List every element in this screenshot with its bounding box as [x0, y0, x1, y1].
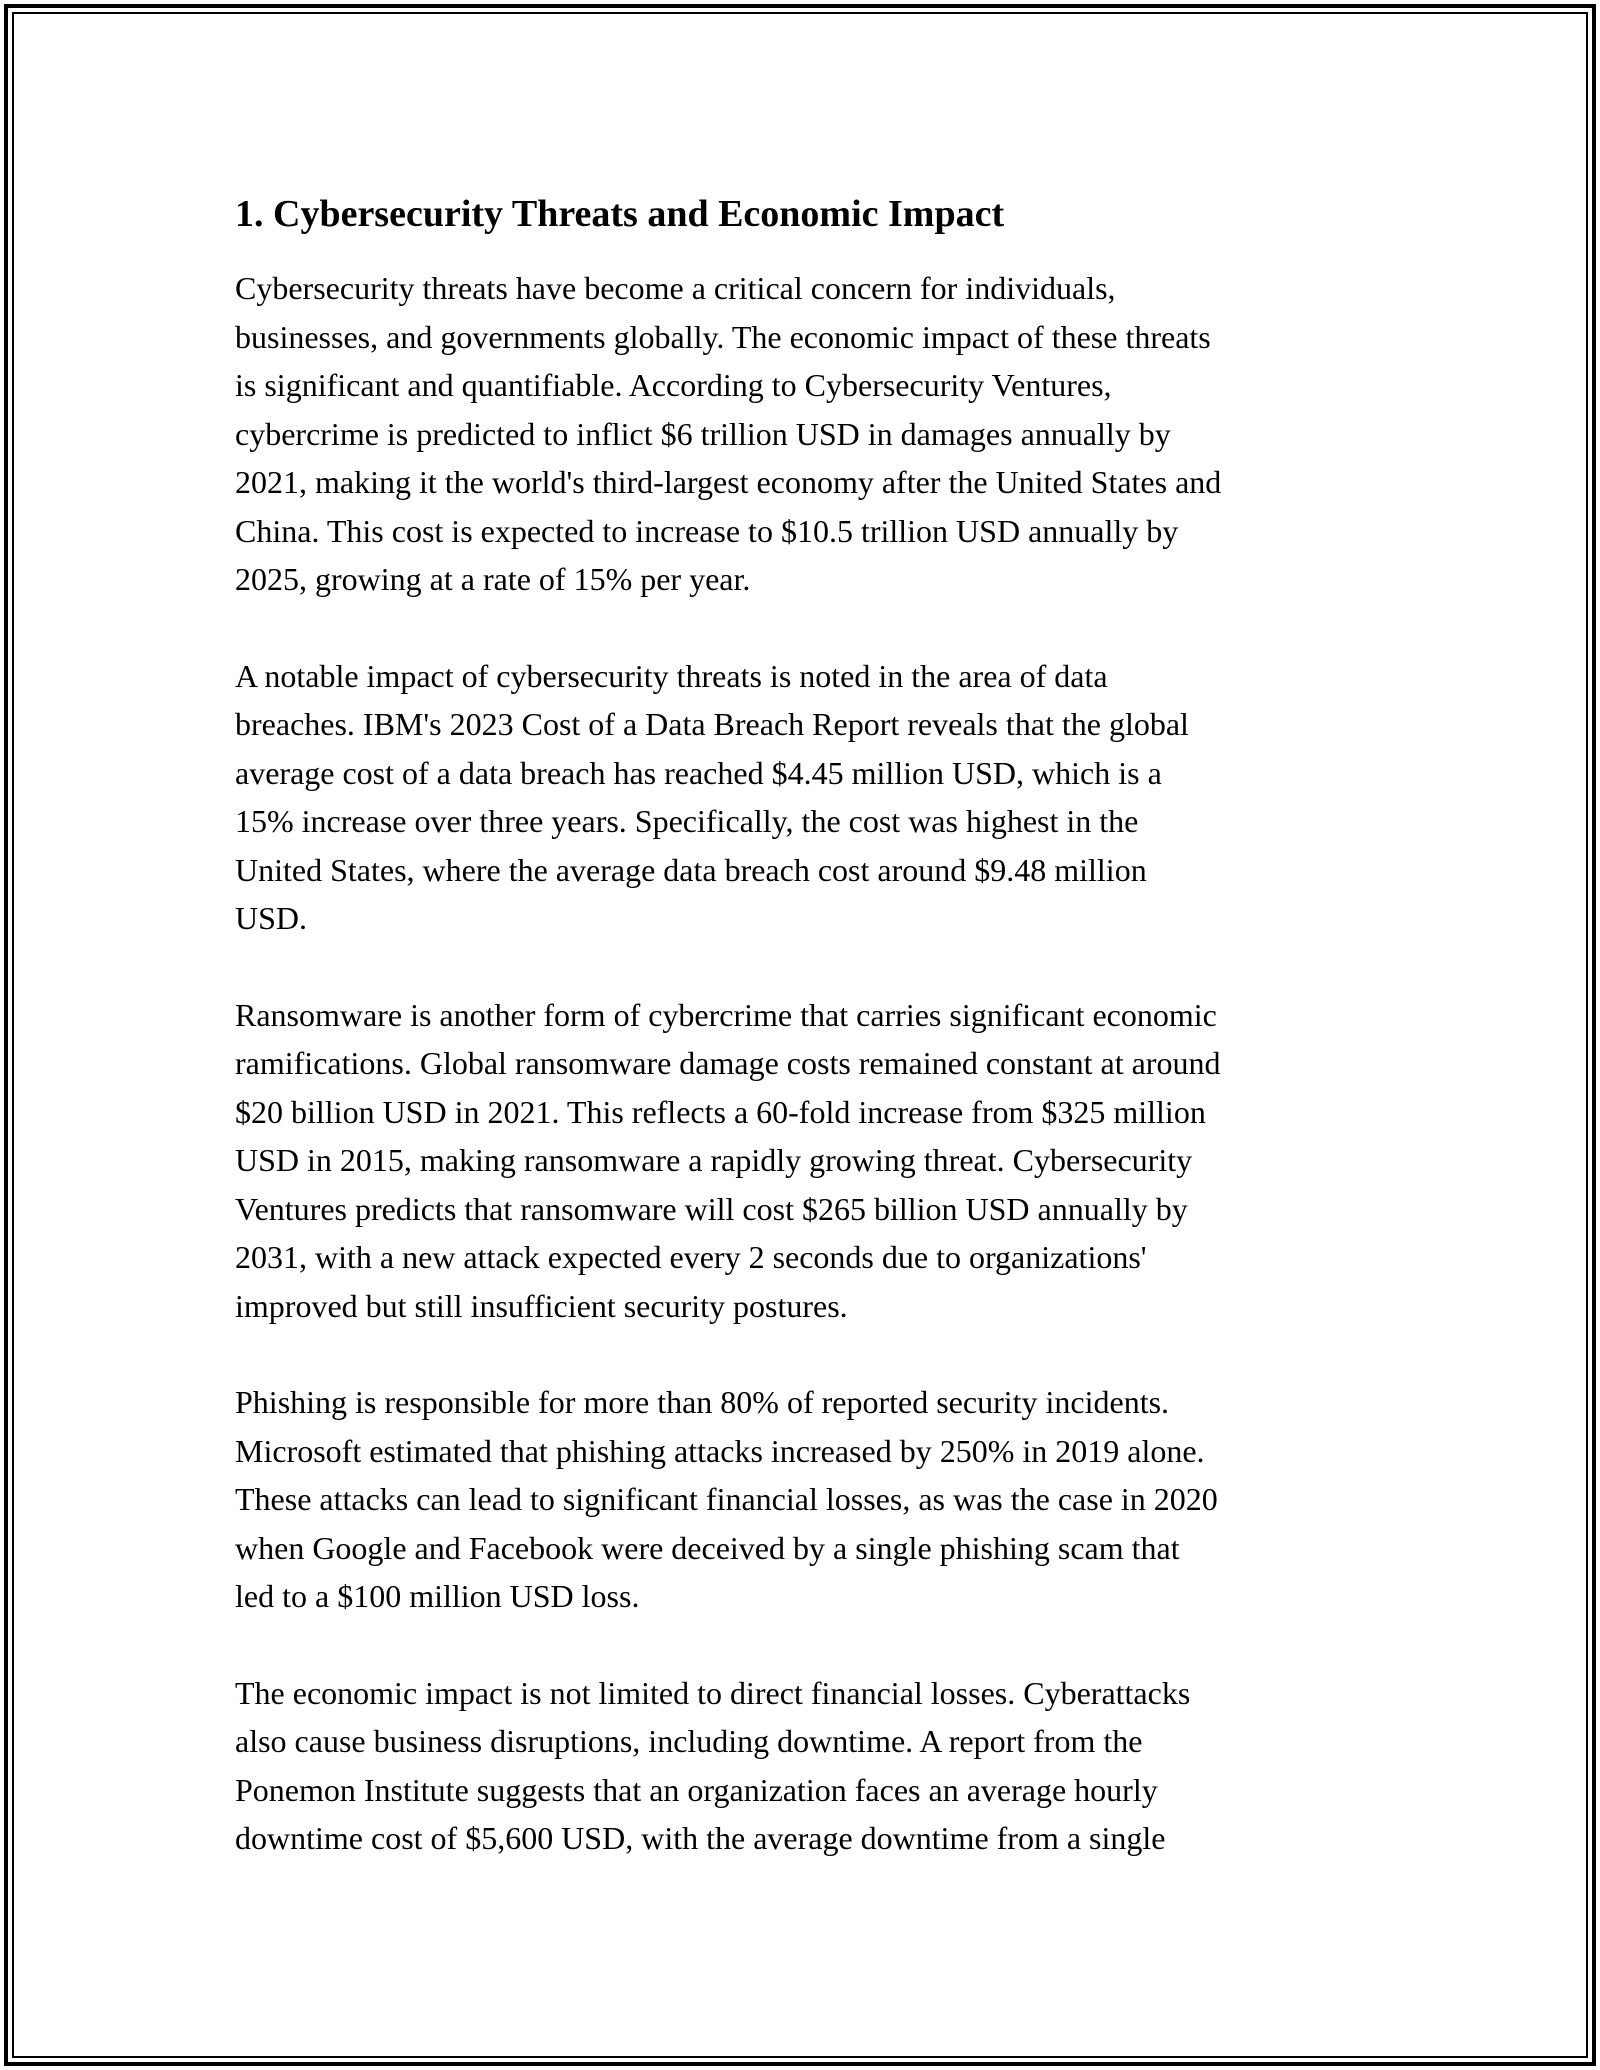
text-line: USD in 2015, making ransomware a rapidly growing threat. Cybersecurity: [235, 1142, 1193, 1178]
text-line: Ransomware is another form of cybercrime that carries significant economic: [235, 996, 1217, 1033]
text-line: Ventures predicts that ransomware will cost $265 billion USD annually by: [235, 1190, 1188, 1227]
text-line: cybercrime is predicted to inflict $6 trillion USD in damages annually by: [235, 415, 1171, 452]
text-line: $20 billion USD in 2021. This reflects a 60-fold increase from $325 million: [235, 1093, 1206, 1130]
section-heading: 1. Cybersecurity Threats and Economic Impact: [235, 193, 1005, 235]
text-line: ramifications. Global ransomware damage costs remained constant at around: [235, 1045, 1221, 1081]
text-line: is significant and quantifiable. According to Cybersecurity Ventures,: [235, 367, 1112, 403]
document-body: [235, 184, 1375, 1911]
text-line: The economic impact is not limited to direct financial losses. Cyberattacks: [235, 1674, 1191, 1711]
paragraph-ransomware: [235, 991, 1375, 1331]
text-line: A notable impact of cybersecurity threats is noted in the area of data: [235, 657, 1108, 694]
text-line: 2021, making it the world's third-largest economy after the United States and: [235, 464, 1222, 500]
text-line: businesses, and governments globally. The economic impact of these threats: [235, 318, 1211, 355]
text-line: downtime cost of $5,600 USD, with the average downtime from a single: [235, 1820, 1166, 1856]
text-line: United States, where the average data breach cost around $9.48 million: [235, 851, 1147, 888]
text-line: USD.: [235, 900, 308, 936]
text-line: improved but still insufficient security postures.: [235, 1287, 848, 1324]
text-line: also cause business disruptions, including downtime. A report from the: [235, 1723, 1143, 1759]
text-line: average cost of a data breach has reached $4.45 million USD, which is a: [235, 754, 1162, 791]
text-line: Microsoft estimated that phishing attacks increased by 250% in 2019 alone.: [235, 1432, 1205, 1469]
text-line: Phishing is responsible for more than 80% of reported security incidents.: [235, 1384, 1170, 1420]
text-line: These attacks can lead to significant financial losses, as was the case in 2020: [235, 1481, 1218, 1517]
text-line: 15% increase over three years. Specifically, the cost was highest in the: [235, 803, 1139, 839]
paragraph-downtime: [235, 1669, 1375, 1863]
paragraph-economic-overview: [235, 264, 1375, 604]
text-line: 2025, growing at a rate of 15% per year.: [235, 561, 751, 597]
text-line: China. This cost is expected to increase to $10.5 trillion USD annually by: [235, 512, 1179, 549]
text-line: 2031, with a new attack expected every 2 seconds due to organizations': [235, 1239, 1147, 1275]
text-line: led to a $100 million USD loss.: [235, 1578, 640, 1614]
text-line: when Google and Facebook were deceived by a single phishing scam that: [235, 1529, 1180, 1566]
text-line: breaches. IBM's 2023 Cost of a Data Breach Report reveals that the global: [235, 706, 1189, 742]
text-line: Cybersecurity threats have become a critical concern for individuals,: [235, 270, 1116, 306]
text-line: Ponemon Institute suggests that an organization faces an average hourly: [235, 1771, 1158, 1808]
paragraph-data-breaches: [235, 652, 1375, 943]
paragraph-phishing: [235, 1378, 1375, 1621]
